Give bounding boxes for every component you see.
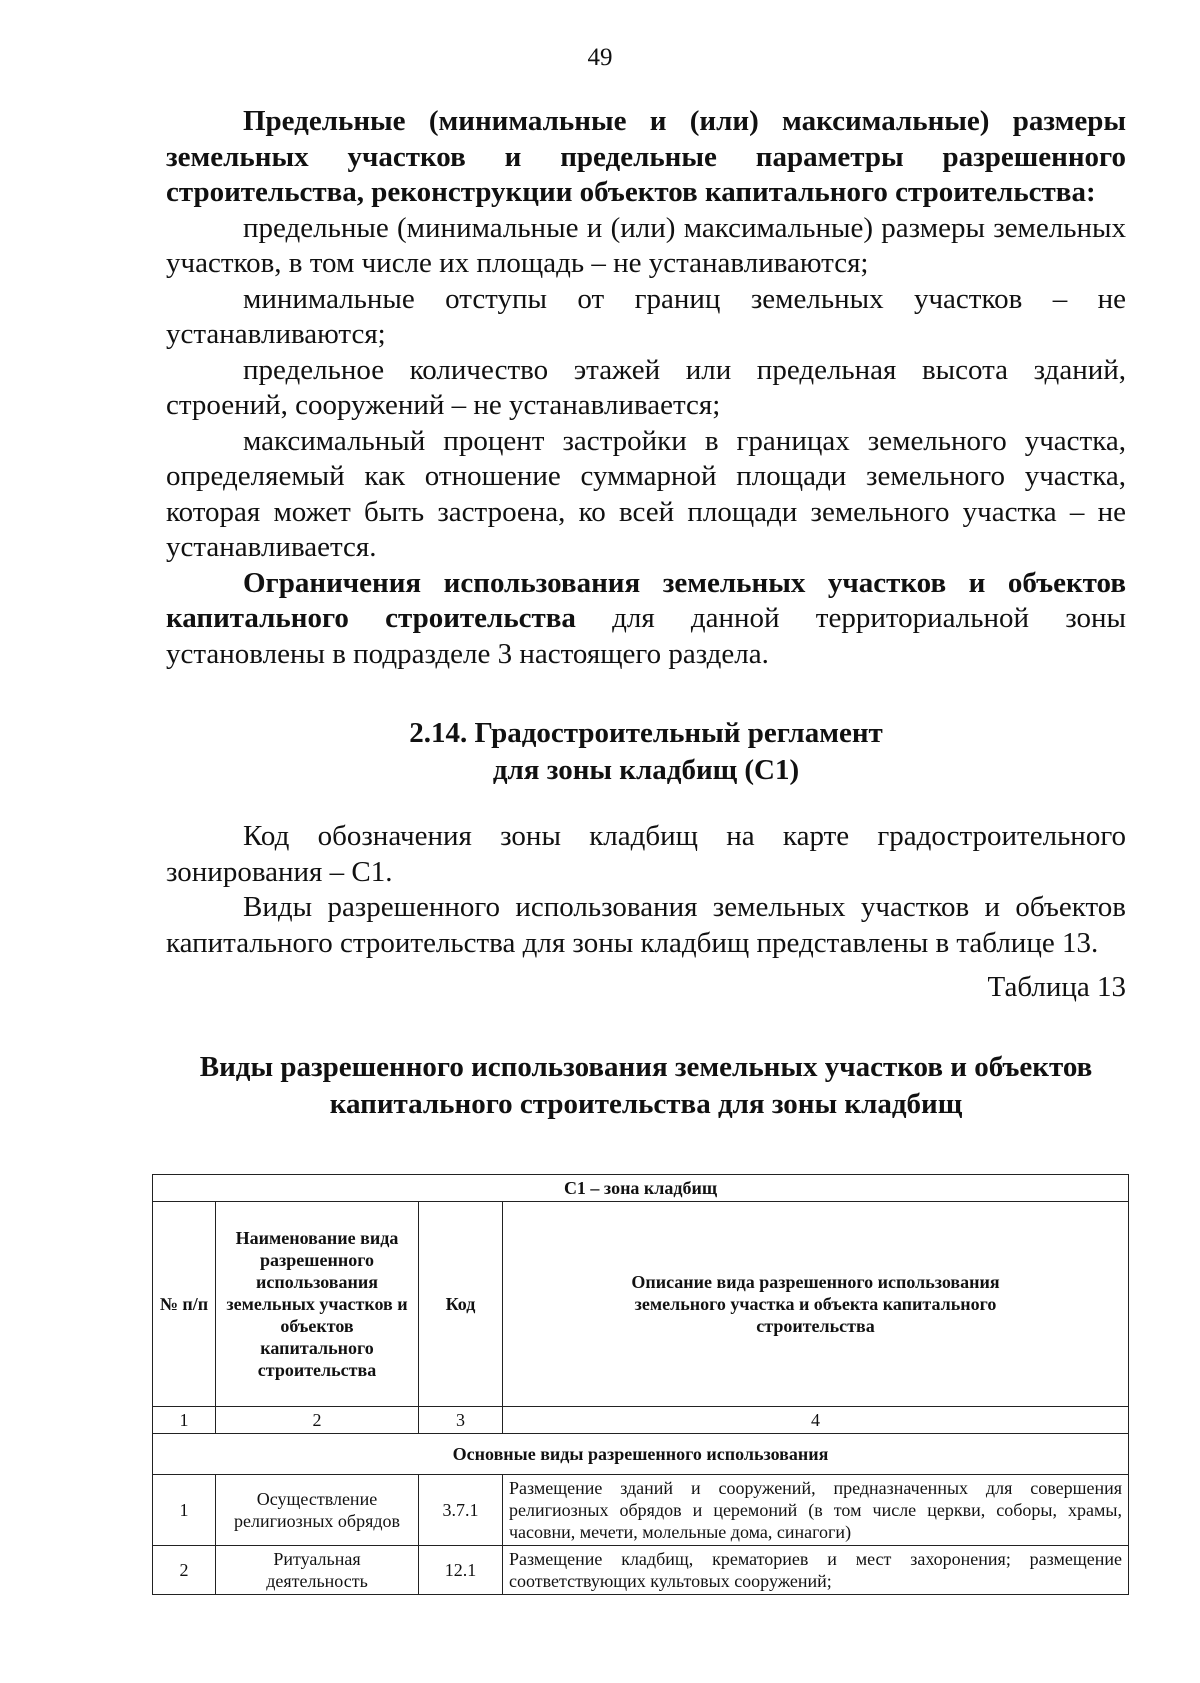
- zone-title-row: [153, 1175, 1129, 1202]
- row-number: 2: [153, 1546, 216, 1595]
- row-code: 3.7.1: [419, 1475, 503, 1546]
- column-number: 1: [153, 1407, 216, 1434]
- section-title-line2: для зоны кладбищ (С1): [492, 754, 800, 786]
- table-row: [153, 1475, 1129, 1546]
- parameter-item: максимальный процент застройки в границах земельного участка, определяемый как отношение суммарной площади земельного участка, которая может быть застроена, ко всей площади земельного участка – не устанавливается.: [166, 424, 1126, 563]
- section-title: [166, 715, 1126, 789]
- section-title-line1: 2.14. Градостроительный регламент: [409, 717, 883, 749]
- row-description: Размещение зданий и сооружений, предназначенных для совершения религиозных обрядов и церемоний (в том числе церкви, соборы, храмы, часовни, мечети, молельные дома, синагоги): [503, 1475, 1129, 1546]
- row-name: Ритуальная деятельность: [216, 1546, 419, 1595]
- permitted-uses-table: [152, 1174, 1129, 1595]
- row-code: 12.1: [419, 1546, 503, 1595]
- table-row: [153, 1546, 1129, 1595]
- subsection-row: [153, 1434, 1129, 1475]
- column-header-row: [153, 1202, 1129, 1407]
- header-number: № п/п: [153, 1202, 216, 1407]
- header-code: Код: [419, 1202, 503, 1407]
- table-heading-line1: Виды разрешенного использования земельных участков и объектов: [199, 1051, 1093, 1083]
- row-name: Осуществление религиозных обрядов: [216, 1475, 419, 1546]
- header-description: Описание вида разрешенного использования земельного участка и объекта капитального строительства: [503, 1202, 1129, 1407]
- row-description: Размещение кладбищ, крематориев и мест захоронения; размещение соответствующих культовых сооружений;: [503, 1546, 1129, 1595]
- column-number: 2: [216, 1407, 419, 1434]
- parameters-heading: Предельные (минимальные и (или) максимальные) размеры земельных участков и предельные параметры разрешенного строительства, реконструкции объектов капитального строительства:: [166, 105, 1126, 208]
- parameter-item: предельные (минимальные и (или) максимальные) размеры земельных участков, в том числе их площадь – не устанавливаются;: [166, 211, 1126, 279]
- row-number: 1: [153, 1475, 216, 1546]
- subsection-title: Основные виды разрешенного использования: [153, 1434, 1129, 1475]
- zone-title: С1 – зона кладбищ: [153, 1175, 1129, 1202]
- column-number-row: [153, 1407, 1129, 1434]
- parameter-item: минимальные отступы от границ земельных участков – не устанавливаются;: [166, 282, 1126, 350]
- permitted-uses-paragraph: Виды разрешенного использования земельных участков и объектов капитального строительства для зоны кладбищ представлены в таблице 13.: [166, 891, 1126, 959]
- column-number: 4: [503, 1407, 1129, 1434]
- document-body: [166, 104, 1126, 1123]
- restrictions-paragraph: [166, 566, 1126, 673]
- restrictions-text: для данной территориальной зоны установлены в подразделе 3 настоящего раздела.: [166, 602, 1127, 670]
- zone-code-paragraph: Код обозначения зоны кладбищ на карте градостроительного зонирования – С1.: [166, 820, 1126, 888]
- table-heading-line2: капитального строительства для зоны кладбищ: [329, 1088, 963, 1120]
- parameter-item: предельное количество этажей или предельная высота зданий, строений, сооружений – не устанавливается;: [166, 353, 1126, 421]
- restrictions-bold-text: Ограничения использования земельных участков и объектов капитального строительства: [166, 566, 1126, 634]
- header-name: Наименование вида разрешенного использования земельных участков и объектов капитального строительства: [216, 1202, 419, 1407]
- column-number: 3: [419, 1407, 503, 1434]
- table-heading: [166, 1049, 1126, 1123]
- table-caption: Таблица 13: [987, 971, 1126, 1003]
- page-number: 49: [587, 44, 613, 71]
